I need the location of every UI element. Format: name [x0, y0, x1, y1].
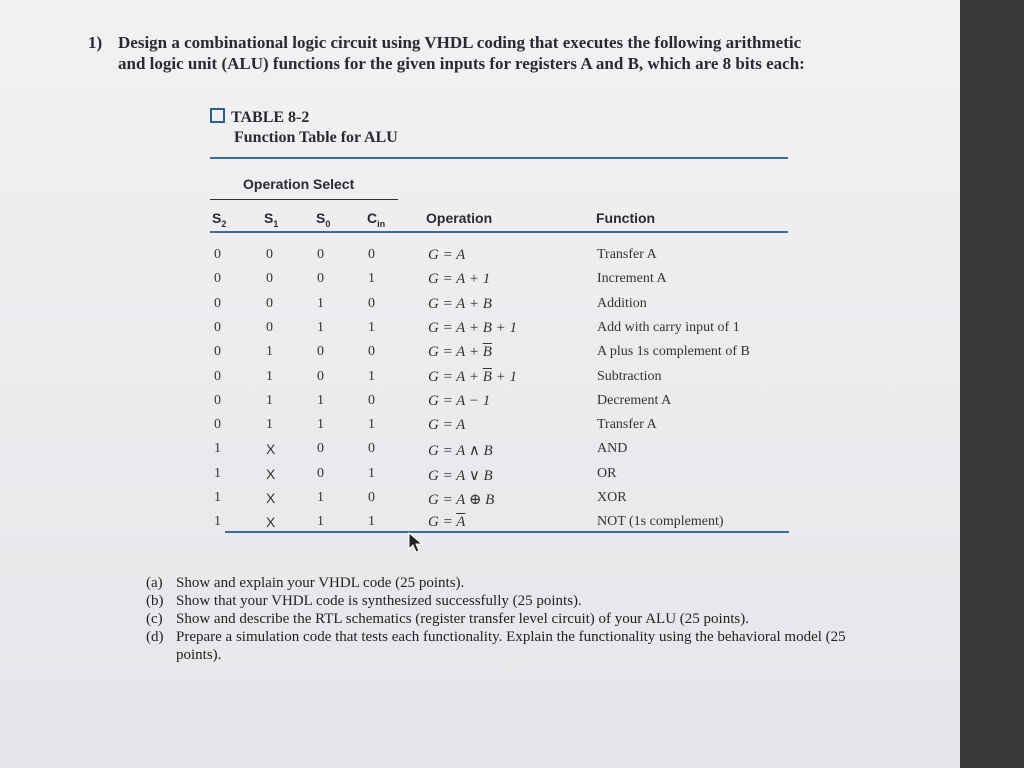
part-c: (c) Show and describe the RTL schematics (register transfer level circuit) of your ALU (25 points). [146, 611, 749, 627]
cell-cin: 1 [368, 319, 375, 335]
cell-s1: X [266, 441, 276, 458]
operation-select-rule [210, 199, 398, 200]
cell-operation: G = A [428, 417, 466, 434]
cell-s0: 0 [317, 271, 324, 287]
cell-s2: 0 [214, 344, 221, 360]
cell-s1: 0 [266, 271, 273, 287]
cell-s1: 1 [266, 392, 273, 408]
cell-operation: $G = A + \overline{B} + 1$ [428, 368, 517, 385]
cell-s2: 1 [214, 441, 221, 457]
cell-operation: G = A − 1 [428, 392, 491, 409]
cell-s1: 1 [266, 344, 273, 360]
cell-s1: X [266, 465, 276, 482]
cell-cin: 0 [368, 344, 375, 360]
cell-s2: 1 [214, 465, 221, 481]
cell-s0: 0 [317, 465, 324, 481]
header-function: Function [596, 210, 656, 226]
cell-function: Transfer A [597, 247, 657, 262]
cell-s1: 1 [266, 417, 273, 433]
cell-s2: 1 [214, 490, 221, 505]
cell-cin: 0 [368, 392, 375, 408]
cell-s2: 0 [214, 417, 221, 433]
cell-s1: 0 [266, 319, 273, 335]
cell-operation: G = A ⊕ B [428, 492, 495, 508]
cell-cin: 1 [368, 271, 375, 287]
cell-s0: 1 [317, 514, 324, 530]
part-d: (d) Prepare a simulation code that tests each functionality. Explain the functionality using the behavioral model (25 points). [146, 629, 846, 663]
table-caption: Function Table for ALU [234, 129, 398, 146]
cell-operation: G = A [428, 247, 466, 263]
cell-function: Increment A [597, 271, 667, 287]
operation-select-header: Operation Select [243, 176, 355, 192]
cell-s1: 0 [266, 247, 273, 262]
table-label: TABLE 8-2 [231, 109, 310, 126]
cell-cin: 1 [368, 368, 375, 384]
cell-operation: G = A + B + 1 [428, 319, 517, 336]
question-number: 1) [88, 33, 103, 52]
cell-s1: 0 [266, 295, 273, 311]
cell-s0: 1 [317, 417, 324, 433]
header-s2: $S_2$ [212, 210, 227, 229]
cell-s0: 1 [317, 319, 324, 335]
cell-s1: X [266, 490, 276, 506]
cell-function: XOR [597, 490, 627, 505]
cell-operation: G = A + 1 [428, 271, 491, 288]
cell-cin: 0 [368, 295, 375, 311]
cell-s2: 0 [214, 392, 221, 408]
header-s0: $S_0$ [316, 210, 331, 229]
cell-s0: 0 [317, 368, 324, 384]
cell-operation: $G = \overline{A}$ [428, 514, 466, 531]
cell-cin: 1 [368, 514, 375, 530]
table-bottom-rule [225, 531, 789, 533]
cell-s0: 0 [317, 344, 324, 360]
part-a: (a) Show and explain your VHDL code (25 points). [146, 575, 465, 591]
cell-s0: 1 [317, 392, 324, 408]
cell-function: Add with carry input of 1 [597, 319, 740, 335]
cell-s0: 1 [317, 490, 324, 505]
cell-s2: 0 [214, 368, 221, 384]
cell-cin: 1 [368, 465, 375, 481]
cell-cin: 0 [368, 247, 375, 262]
table-heading [210, 108, 398, 147]
question [88, 32, 918, 74]
table-header-rule [210, 231, 788, 233]
question-line-2: and logic unit (ALU) functions for the given inputs for registers A and B, which are 8 bits each: [118, 54, 805, 73]
cell-s0: 1 [317, 295, 324, 311]
cell-function: AND [597, 441, 628, 457]
cell-function: OR [597, 465, 617, 481]
cell-function: Decrement A [597, 392, 672, 408]
cell-function: NOT (1s complement) [597, 514, 724, 530]
mouse-pointer-icon [408, 532, 424, 554]
cell-function: Subtraction [597, 368, 662, 384]
header-s1: $S_1$ [264, 210, 279, 229]
cell-operation: $G = A + \overline{B}$ [428, 344, 492, 361]
question-parts [146, 574, 866, 664]
cell-s2: 0 [214, 271, 221, 287]
cell-cin: 0 [368, 441, 375, 457]
cell-s1: X [266, 514, 276, 531]
cell-s0: 0 [317, 247, 324, 262]
header-cin: $C_{in}$ [367, 210, 386, 229]
cell-cin: 0 [368, 490, 375, 505]
cell-s2: 1 [214, 514, 221, 530]
cell-function: Transfer A [597, 417, 657, 433]
header-operation: Operation [426, 210, 493, 226]
cell-function: Addition [597, 295, 647, 311]
cell-operation: G = A ∧ B [428, 443, 493, 460]
cell-operation: G = A + B [428, 295, 492, 312]
cell-s2: 0 [214, 247, 221, 262]
part-b: (b) Show that your VHDL code is synthesized successfully (25 points). [146, 593, 582, 609]
square-bullet-icon [210, 108, 225, 123]
table-top-rule [210, 157, 788, 159]
cell-s0: 0 [317, 441, 324, 457]
cell-s2: 0 [214, 295, 221, 311]
cell-function: A plus 1s complement of B [597, 344, 750, 360]
cell-s2: 0 [214, 319, 221, 335]
question-line-1: Design a combinational logic circuit using VHDL coding that executes the following arithmetic [118, 33, 802, 52]
cell-operation: G = A ∨ B [428, 467, 493, 484]
cell-s1: 1 [266, 368, 273, 384]
cell-cin: 1 [368, 417, 375, 433]
